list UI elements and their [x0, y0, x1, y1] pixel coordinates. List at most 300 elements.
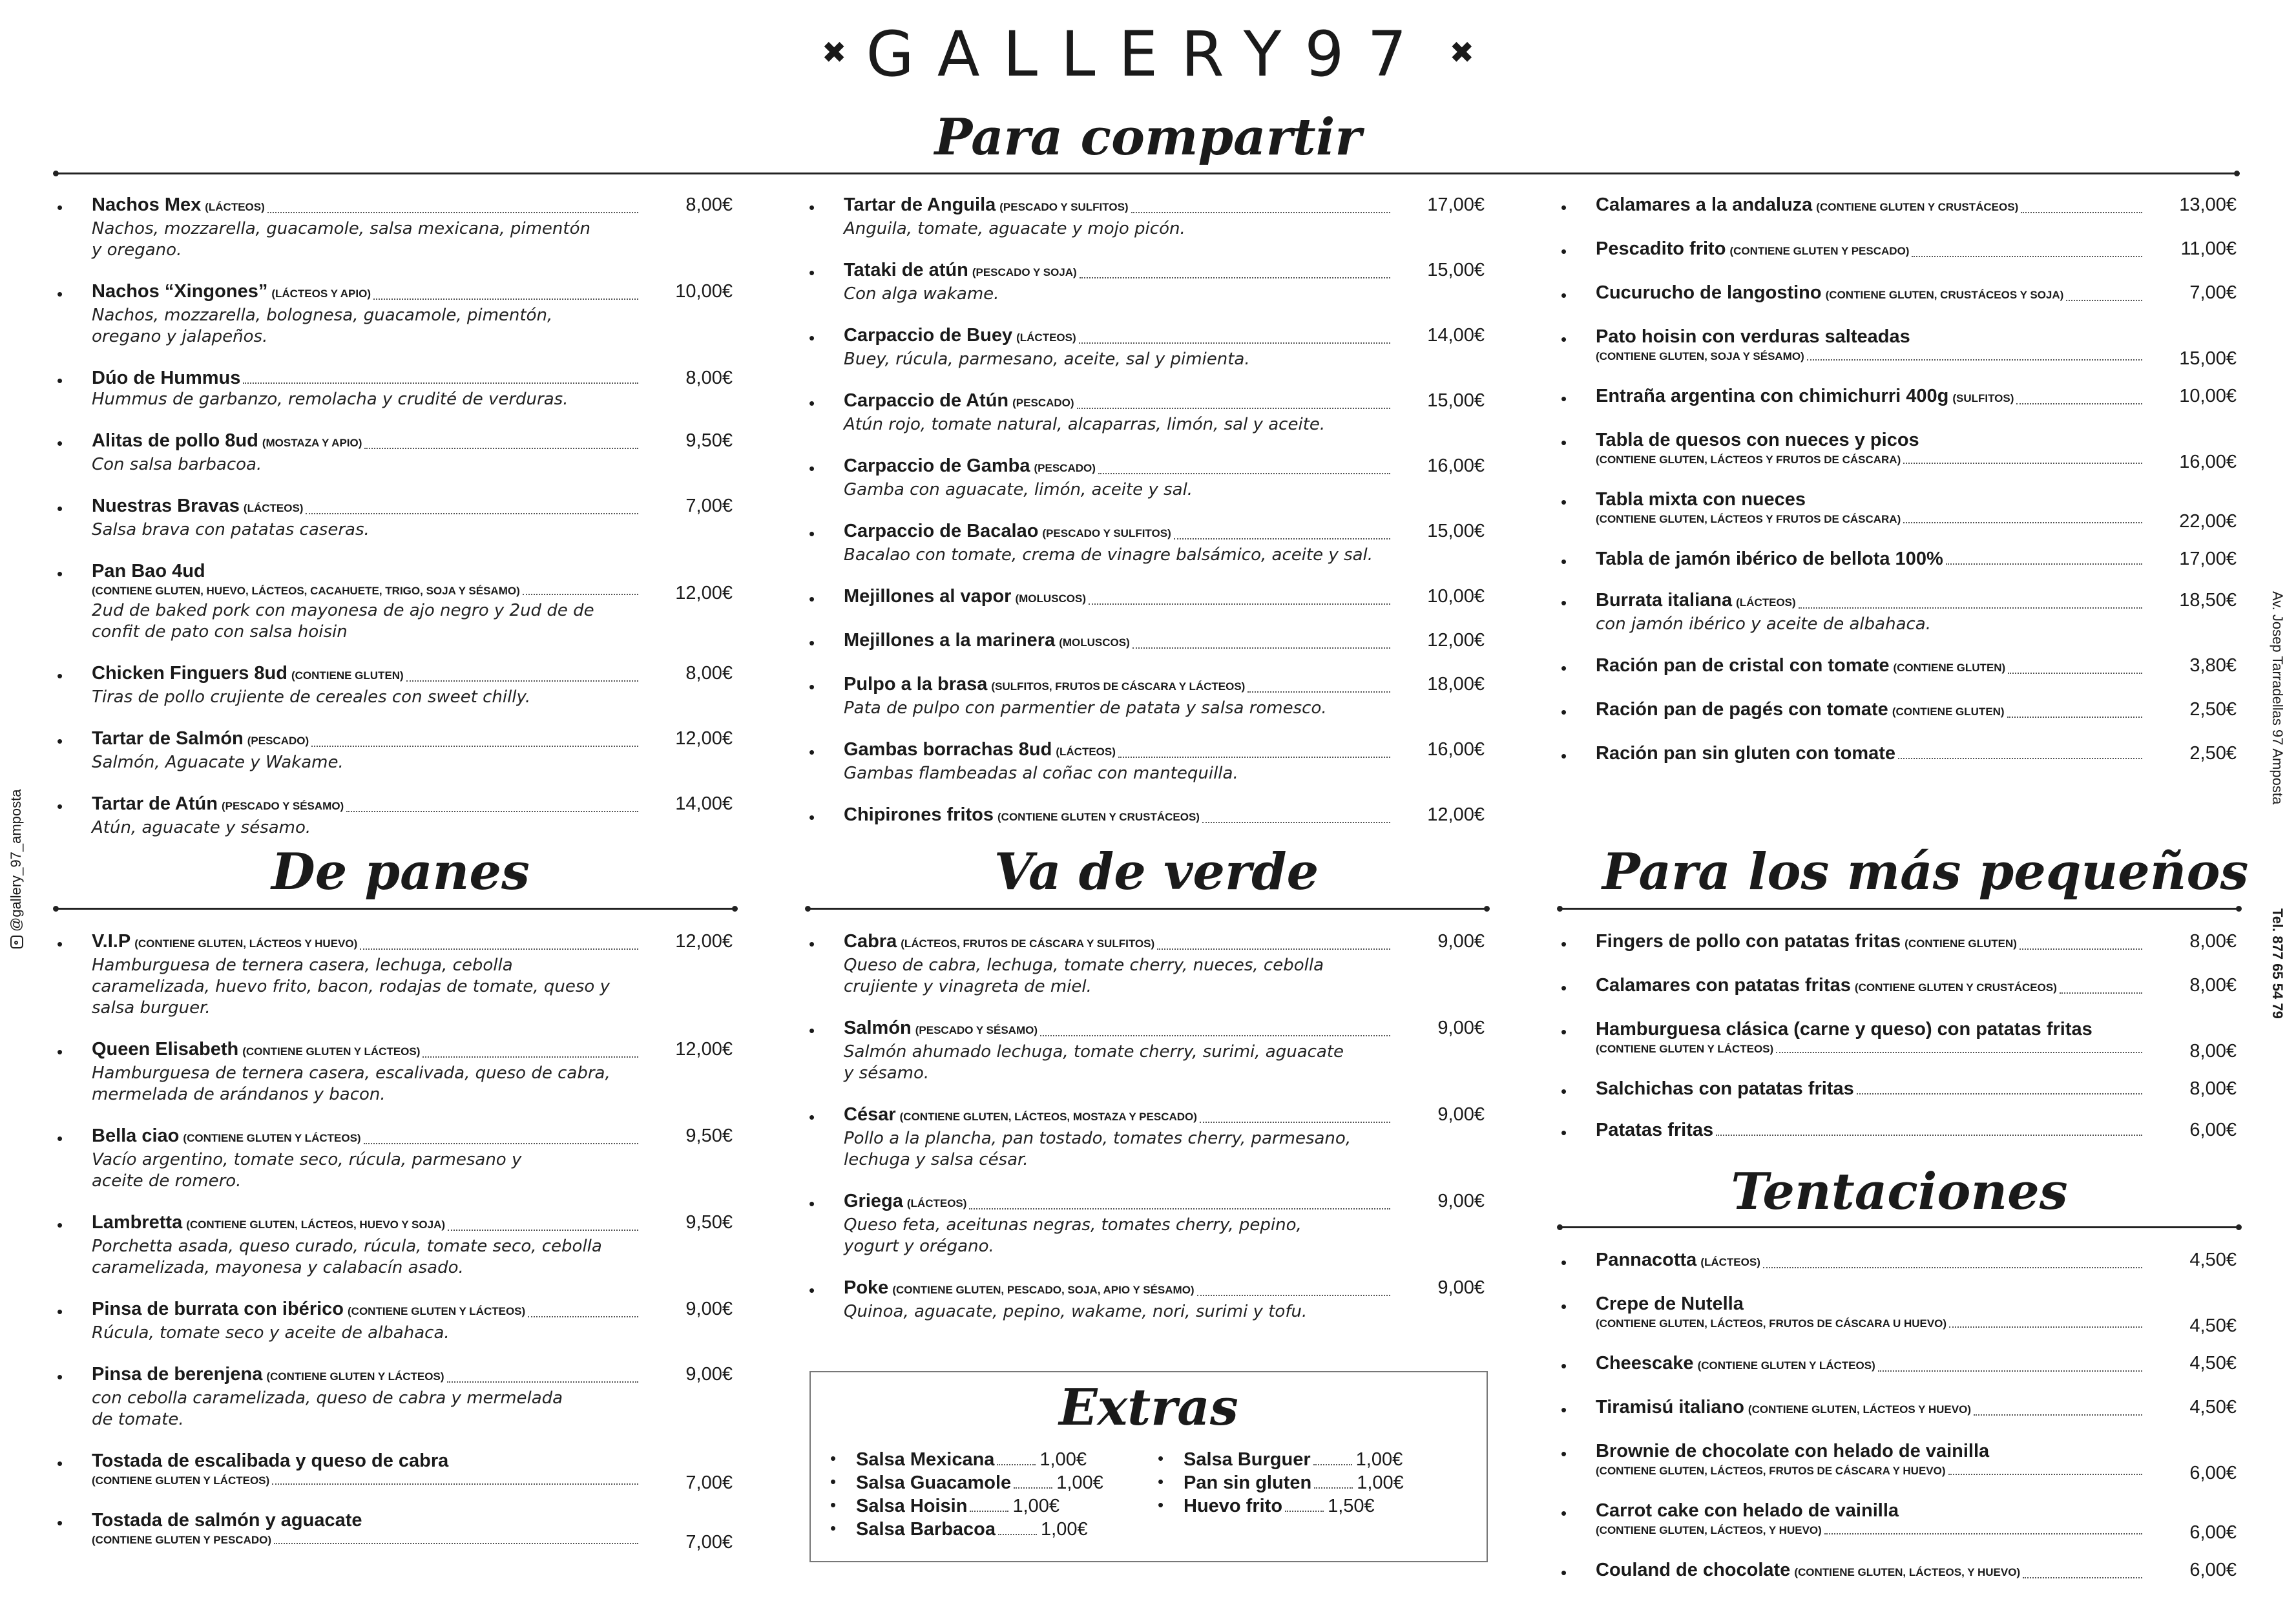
menu-item-description: Hummus de garbanzo, remolacha y crudité de verduras.: [92, 390, 569, 409]
menu-item-description: Nachos, mozzarella, bolognesa, guacamole, pimentón,: [92, 306, 553, 325]
menu-item-title: Crepe de Nutella: [1596, 1293, 1744, 1314]
menu-section-para-los-mas-pequenos: [1560, 930, 2237, 1160]
menu-item-price: 15,00€: [2179, 348, 2237, 369]
allergen-info: (CONTIENE GLUTEN Y LÁCTEOS): [348, 1305, 526, 1317]
allergen-info: (CONTIENE GLUTEN): [1893, 662, 2006, 674]
extra-item-name: Salsa Barbacoa: [856, 1519, 996, 1540]
menu-item-description: Vacío argentino, tomate seco, rúcula, parmesano y: [92, 1150, 522, 1169]
menu-item-price: 6,00€: [2189, 1560, 2237, 1580]
menu-item-name: [92, 1298, 525, 1323]
star-icon: ✖: [821, 34, 847, 70]
menu-item-title: Bella ciao: [92, 1126, 180, 1146]
menu-item-name: [844, 1017, 1038, 1042]
dot-leader: [1040, 1035, 1390, 1036]
menu-item: [808, 1277, 1485, 1323]
divider: [808, 908, 1487, 910]
menu-item: [808, 629, 1485, 654]
menu-item-name: [92, 1038, 420, 1063]
menu-item: [1560, 1119, 2237, 1141]
bullet-icon: •: [809, 263, 815, 282]
menu-item-name: [1596, 654, 2005, 679]
extra-item-name: Pan sin gluten: [1184, 1472, 1312, 1493]
menu-item-title: Carrot cake con helado de vainilla: [1596, 1500, 1899, 1521]
menu-item-price: 12,00€: [675, 1039, 733, 1060]
bullet-icon: •: [809, 934, 815, 954]
bullet-icon: •: [1561, 330, 1567, 349]
menu-item-description: confit de pato con salsa hoisin: [92, 622, 348, 642]
menu-item: [808, 520, 1485, 566]
bullet-icon: •: [1561, 658, 1567, 678]
menu-item-price: 2,50€: [2189, 743, 2237, 764]
dot-leader: [2066, 300, 2142, 301]
bullet-icon: •: [830, 1472, 837, 1491]
allergen-info: (CONTIENE GLUTEN, SOJA Y SÉSAMO): [1596, 350, 1804, 362]
bullet-icon: •: [1561, 1503, 1567, 1523]
menu-item-price: 15,00€: [1427, 260, 1485, 280]
bullet-icon: •: [830, 1518, 837, 1538]
menu-item-name: [1596, 488, 1806, 510]
bullet-icon: •: [1561, 1022, 1567, 1042]
dot-leader: [1799, 607, 2142, 609]
dot-leader: [272, 1483, 638, 1485]
menu-item-price: 6,00€: [2189, 1120, 2237, 1140]
menu-item: [1560, 1249, 2237, 1273]
menu-item-price: 10,00€: [2179, 386, 2237, 406]
menu-item-price: 10,00€: [675, 281, 733, 302]
menu-item-title: Hamburguesa clásica (carne y queso) con patatas fritas: [1596, 1019, 2092, 1040]
address-text: Av. Josep Tarradellas 97 Amposta: [2270, 591, 2286, 805]
menu-item-price: 15,00€: [1427, 521, 1485, 541]
menu-item: [56, 1450, 733, 1493]
divider: [56, 173, 2237, 174]
menu-item: [1560, 1352, 2237, 1377]
menu-item-title: Salchichas con patatas fritas: [1596, 1078, 1854, 1099]
menu-item-price: 9,00€: [685, 1364, 733, 1385]
allergen-info: (PESCADO Y SOJA): [972, 266, 1077, 278]
menu-item-name: [1596, 194, 2018, 218]
bullet-icon: •: [57, 198, 63, 217]
dot-leader: [1200, 1122, 1390, 1123]
bullet-icon: •: [809, 633, 815, 653]
bullet-icon: •: [57, 1454, 63, 1473]
menu-item-title: Pulpo a la brasa: [844, 674, 988, 695]
extra-item: [1151, 1472, 1442, 1494]
menu-section-tentaciones: [1560, 1249, 2237, 1603]
dot-leader: [1077, 408, 1390, 409]
menu-item-title: Patatas fritas: [1596, 1120, 1714, 1140]
dot-leader: [364, 1143, 638, 1144]
bullet-icon: •: [1561, 552, 1567, 571]
menu-item-description: oregano y jalapeños.: [92, 327, 268, 346]
menu-item-description: con jamón ibérico y aceite de albahaca.: [1596, 614, 1931, 634]
menu-item-name: [92, 1450, 448, 1472]
menu-item-name: [844, 673, 1245, 698]
heading-para-los-mas-pequenos: Para los más pequeños: [1602, 843, 2249, 901]
menu-item-title: Mejillones al vapor: [844, 586, 1012, 607]
menu-item: [1560, 238, 2237, 262]
phone-number: Tel. 877 65 54 79: [2270, 908, 2286, 1019]
bullet-icon: •: [1561, 492, 1567, 512]
menu-item-description: y oregano.: [92, 240, 182, 260]
bullet-icon: •: [809, 742, 815, 762]
dot-leader: [2008, 673, 2142, 674]
menu-item-name: [92, 560, 205, 582]
menu-item-name: [1596, 429, 1919, 451]
dot-leader: [1898, 758, 2142, 759]
menu-item-price: 18,00€: [1427, 674, 1485, 695]
extra-item-price: 1,00€: [1056, 1472, 1103, 1493]
dot-leader: [1946, 563, 2142, 565]
allergen-info: (PESCADO): [247, 735, 309, 747]
bullet-icon: •: [809, 328, 815, 348]
extra-item-name: Salsa Hoisin: [856, 1496, 968, 1516]
menu-item-description: Gamba con aguacate, limón, aceite y sal.: [844, 480, 1193, 499]
menu-item-description: Nachos, mozzarella, guacamole, salsa mexicana, pimentón: [92, 219, 590, 238]
menu-item-name: [844, 1190, 966, 1215]
instagram-icon: [10, 936, 23, 948]
allergen-info: (CONTIENE GLUTEN Y CRUSTÁCEOS): [997, 811, 1200, 823]
allergen-info: (SULFITOS): [1952, 392, 2014, 404]
menu-item-name: [92, 367, 240, 389]
dot-leader: [2007, 717, 2142, 718]
dot-leader: [523, 594, 638, 595]
bullet-icon: •: [1158, 1472, 1164, 1491]
allergen-info: (CONTIENE GLUTEN, LÁCTEOS, Y HUEVO): [1794, 1566, 2021, 1578]
menu-item-name: [92, 728, 309, 752]
menu-item-price: 9,00€: [685, 1299, 733, 1319]
menu-item-description: Pata de pulpo con parmentier de patata y salsa romesco.: [844, 698, 1327, 718]
bullet-icon: •: [57, 1215, 63, 1235]
menu-item-name: [1596, 1078, 1854, 1100]
menu-item: [1560, 385, 2237, 410]
menu-item-name: [1596, 1119, 1713, 1141]
menu-item: [1560, 1500, 2237, 1543]
menu-item-title: Nachos “Xingones”: [92, 281, 268, 302]
bullet-icon: •: [830, 1449, 837, 1468]
extra-item-name: Salsa Guacamole: [856, 1472, 1012, 1493]
heading-tentaciones: Tentaciones: [1731, 1162, 2068, 1221]
dot-leader: [1949, 1326, 2142, 1328]
menu-item-name: [1596, 589, 1796, 614]
menu-item-price: 12,00€: [675, 931, 733, 952]
menu-item-name: [1596, 742, 1895, 764]
menu-item-name: [844, 930, 1154, 955]
allergen-info: (CONTIENE GLUTEN, LÁCTEOS Y FRUTOS DE CÁSCARA): [1596, 454, 1901, 466]
menu-item: [1560, 1440, 2237, 1483]
menu-item-description: caramelizada, huevo frito, bacon, rodajas de tomate, queso y: [92, 977, 610, 996]
extra-item-price: 1,00€: [1012, 1496, 1060, 1516]
menu-item-name: [1596, 1249, 1760, 1273]
menu-item-description: Atún, aguacate y sésamo.: [92, 818, 311, 837]
menu-item: [808, 738, 1485, 784]
allergen-info: (CONTIENE GLUTEN, LÁCTEOS Y HUEVO): [134, 937, 358, 950]
menu-item-description: Buey, rúcula, parmesano, aceite, sal y pimienta.: [844, 350, 1250, 369]
menu-item-description: aceite de romero.: [92, 1171, 242, 1191]
menu-item-name: [1596, 1396, 1971, 1421]
menu-item-price: 14,00€: [675, 793, 733, 814]
menu-item: [56, 930, 733, 1019]
dot-leader: [970, 1511, 1008, 1512]
menu-item-title: César: [844, 1104, 896, 1125]
dot-leader: [267, 212, 638, 213]
menu-item-price: 12,00€: [1427, 630, 1485, 651]
menu-item-title: Lambretta: [92, 1212, 183, 1233]
bullet-icon: •: [57, 666, 63, 686]
allergen-info: (CONTIENE GLUTEN): [291, 669, 404, 682]
menu-item: [56, 728, 733, 773]
menu-item-description: caramelizada, mayonesa y calabacín asado.: [92, 1258, 464, 1277]
menu-item-name: [844, 738, 1116, 763]
menu-item-name: [1596, 930, 2017, 955]
menu-item-price: 9,00€: [1437, 1191, 1485, 1211]
menu-item-title: V.I.P: [92, 931, 131, 952]
menu-item-title: Calamares a la andaluza: [1596, 194, 1813, 215]
heading-de-panes: De panes: [271, 843, 530, 901]
bullet-icon: •: [1561, 286, 1567, 305]
dot-leader: [997, 1464, 1036, 1465]
allergen-info: (CONTIENE GLUTEN, HUEVO, LÁCTEOS, CACAHUETE, TRIGO, SOJA Y SÉSAMO): [92, 585, 520, 597]
menu-section-para-compartir-col1: [56, 194, 733, 858]
bullet-icon: •: [1561, 1123, 1567, 1142]
menu-item: [1560, 654, 2237, 679]
dot-leader: [1763, 1267, 2142, 1268]
menu-item-price: 12,00€: [675, 583, 733, 603]
menu-item-title: Salmón: [844, 1018, 912, 1038]
menu-item-name: [844, 804, 1200, 828]
menu-item-title: Pan Bao 4ud: [92, 561, 205, 581]
bullet-icon: •: [57, 371, 63, 390]
extras-list-right: [1151, 1449, 1442, 1518]
menu-item-price: 8,00€: [685, 663, 733, 684]
extra-item: [824, 1449, 1114, 1471]
bullet-icon: •: [57, 1042, 63, 1062]
menu-item-price: 6,00€: [2189, 1522, 2237, 1543]
bullet-icon: •: [57, 934, 63, 954]
menu-item-price: 11,00€: [2180, 238, 2237, 259]
allergen-info: (CONTIENE GLUTEN): [1905, 937, 2017, 950]
bullet-icon: •: [57, 1513, 63, 1533]
dot-leader: [373, 298, 638, 300]
menu-item-description: yogurt y orégano.: [844, 1237, 994, 1256]
menu-item-name: [1596, 1440, 1989, 1462]
menu-item-title: Tiramisú italiano: [1596, 1397, 1744, 1418]
menu-item-description: 2ud de baked pork con mayonesa de ajo negro y 2ud de de: [92, 601, 594, 620]
extra-item: [824, 1495, 1114, 1517]
menu-item: [808, 673, 1485, 719]
menu-item-name: [844, 390, 1074, 414]
allergen-info: (LÁCTEOS): [205, 201, 265, 213]
menu-item-description: Bacalao con tomate, crema de vinagre balsámico, aceite y sal.: [844, 545, 1373, 565]
menu-item: [808, 1017, 1485, 1084]
dot-leader: [364, 448, 638, 449]
menu-item-price: 7,00€: [685, 1532, 733, 1553]
instagram-handle: [8, 790, 25, 948]
menu-item: [56, 430, 733, 476]
menu-item: [56, 280, 733, 348]
menu-item-name: [1596, 1293, 1744, 1315]
menu-item-title: Cucurucho de langostino: [1596, 282, 1822, 303]
menu-item-price: 16,00€: [1427, 455, 1485, 476]
star-icon: ✖: [1449, 34, 1475, 70]
menu-item-description: Hamburguesa de ternera casera, lechuga, cebolla: [92, 956, 513, 975]
menu-item-price: 8,00€: [685, 194, 733, 215]
menu-item-title: Poke: [844, 1277, 889, 1298]
bullet-icon: •: [57, 434, 63, 453]
menu-item-description: Con alga wakame.: [844, 284, 999, 304]
allergen-info: (LÁCTEOS): [243, 502, 304, 514]
instagram-text: @gallery_97_amposta: [8, 789, 24, 932]
menu-item-title: Chicken Finguers 8ud: [92, 663, 287, 684]
brand-name: GALLERY97: [866, 18, 1430, 90]
bullet-icon: •: [809, 459, 815, 478]
allergen-info: (CONTIENE GLUTEN Y CRUSTÁCEOS): [1854, 981, 2057, 994]
dot-leader: [1314, 1487, 1353, 1489]
extra-item-price: 1,00€: [1039, 1449, 1087, 1470]
menu-item-price: 7,00€: [685, 496, 733, 516]
menu-item: [808, 455, 1485, 501]
menu-item-title: Pinsa de burrata con ibérico: [92, 1299, 344, 1319]
dot-leader: [1824, 1533, 2142, 1534]
menu-item-name: [1596, 1559, 2020, 1584]
dot-leader: [1948, 1474, 2142, 1475]
heading-para-compartir: Para compartir: [934, 108, 1362, 167]
menu-item: [1560, 1078, 2237, 1100]
bullet-icon: •: [57, 731, 63, 751]
menu-item-description: salsa burguer.: [92, 998, 211, 1018]
menu-item: [1560, 194, 2237, 218]
menu-item-price: 4,50€: [2189, 1353, 2237, 1374]
bullet-icon: •: [1561, 1082, 1567, 1101]
menu-item-price: 13,00€: [2179, 194, 2237, 215]
extra-item-price: 1,50€: [1328, 1496, 1375, 1516]
menu-item-price: 7,00€: [685, 1472, 733, 1493]
allergen-info: (CONTIENE GLUTEN Y CRUSTÁCEOS): [1816, 201, 2019, 213]
allergen-info: (CONTIENE GLUTEN, PESCADO, SOJA, APIO Y SÉSAMO): [892, 1284, 1195, 1296]
extra-item-name: Salsa Burguer: [1184, 1449, 1311, 1470]
menu-item-title: Tataki de atún: [844, 260, 968, 280]
menu-item-name: [92, 1363, 444, 1388]
menu-item-title: Queen Elisabeth: [92, 1039, 239, 1060]
allergen-info: (LÁCTEOS): [1016, 331, 1076, 344]
menu-item-title: Tartar de Anguila: [844, 194, 996, 215]
bullet-icon: •: [1561, 1400, 1567, 1419]
dot-leader: [1285, 1511, 1324, 1512]
bullet-icon: •: [1561, 1356, 1567, 1376]
dot-leader: [360, 948, 638, 950]
allergen-info: (LÁCTEOS): [1736, 596, 1796, 609]
dot-leader: [1974, 1414, 2142, 1416]
extra-item-name: Huevo frito: [1184, 1496, 1283, 1516]
menu-item-description: Pollo a la plancha, pan tostado, tomates cherry, parmesano,: [844, 1129, 1352, 1148]
menu-item-name: [1596, 1352, 1875, 1377]
menu-item: [56, 495, 733, 541]
dot-leader: [969, 1208, 1390, 1209]
menu-item-name: [92, 280, 371, 305]
menu-item: [56, 1038, 733, 1105]
bullet-icon: •: [1561, 389, 1567, 408]
bullet-icon: •: [809, 393, 815, 413]
allergen-info: (CONTIENE GLUTEN Y LÁCTEOS): [242, 1045, 421, 1058]
bullet-icon: •: [1561, 593, 1567, 613]
dot-leader: [1131, 212, 1390, 213]
menu-item-name: [844, 1104, 1197, 1128]
bullet-icon: •: [57, 499, 63, 518]
menu-item-description: Salsa brava con patatas caseras.: [92, 520, 370, 539]
menu-item: [56, 793, 733, 839]
menu-item-description: Salmón, Aguacate y Wakame.: [92, 753, 344, 772]
menu-item-price: 4,50€: [2189, 1250, 2237, 1270]
bullet-icon: •: [1561, 242, 1567, 261]
divider: [56, 908, 735, 910]
allergen-info: (CONTIENE GLUTEN Y PESCADO): [92, 1534, 272, 1546]
menu-item-name: [844, 455, 1096, 479]
menu-item: [1560, 930, 2237, 955]
dot-leader: [1174, 538, 1390, 539]
menu-item: [1560, 1396, 2237, 1421]
allergen-info: (PESCADO Y SULFITOS): [999, 201, 1129, 213]
dot-leader: [1118, 757, 1390, 758]
menu-item-title: Chipirones fritos: [844, 804, 994, 825]
menu-item: [808, 259, 1485, 305]
bullet-icon: •: [809, 1021, 815, 1040]
extra-item: [1151, 1495, 1442, 1517]
menu-item-price: 12,00€: [675, 728, 733, 749]
menu-item: [56, 560, 733, 643]
menu-item-description: Atún rojo, tomate natural, alcaparras, limón, sal y aceite.: [844, 415, 1326, 434]
dot-leader: [1878, 1370, 2142, 1372]
menu-item: [1560, 742, 2237, 764]
bullet-icon: •: [57, 1302, 63, 1321]
menu-item-title: Brownie de chocolate con helado de vainilla: [1596, 1441, 1990, 1461]
menu-item-description: lechuga y salsa césar.: [844, 1150, 1028, 1169]
bullet-icon: •: [1561, 1563, 1567, 1582]
menu-item-price: 17,00€: [1427, 194, 1485, 215]
menu-item: [808, 390, 1485, 435]
menu-item-price: 9,50€: [685, 430, 733, 451]
dot-leader: [1912, 256, 2142, 257]
menu-item-description: Salmón ahumado lechuga, tomate cherry, surimi, aguacate: [844, 1042, 1344, 1062]
menu-item-name: [844, 585, 1086, 610]
menu-item-name: [1596, 548, 1943, 570]
menu-item-description: Quinoa, aguacate, pepino, wakame, nori, surimi y tofu.: [844, 1302, 1308, 1321]
allergen-info: (CONTIENE GLUTEN, LÁCTEOS Y FRUTOS DE CÁSCARA): [1596, 513, 1901, 525]
menu-item: [1560, 429, 2237, 472]
menu-item: [808, 585, 1485, 610]
menu-item-price: 4,50€: [2189, 1315, 2237, 1336]
menu-item-description: Con salsa barbacoa.: [92, 455, 262, 474]
allergen-info: (CONTIENE GLUTEN Y PESCADO): [1729, 245, 1910, 257]
bullet-icon: •: [1561, 1253, 1567, 1272]
bullet-icon: •: [1561, 433, 1567, 452]
bullet-icon: •: [57, 284, 63, 304]
menu-item: [1560, 974, 2237, 999]
dot-leader: [274, 1543, 638, 1544]
menu-section-para-compartir-col3: [1560, 194, 2237, 784]
menu-item-title: Carpaccio de Bacalao: [844, 521, 1039, 541]
menu-item: [1560, 488, 2237, 532]
menu-item: [808, 1104, 1485, 1171]
menu-item-name: [844, 324, 1076, 349]
menu-item-title: Tartar de Salmón: [92, 728, 244, 749]
menu-item-name: [92, 662, 404, 687]
menu-item-price: 9,50€: [685, 1212, 733, 1233]
bullet-icon: •: [809, 808, 815, 827]
menu-item-title: Dúo de Hummus: [92, 368, 241, 388]
allergen-info: (CONTIENE GLUTEN, LÁCTEOS, FRUTOS DE CÁSCARA U HUEVO): [1596, 1317, 1947, 1330]
menu-item: [1560, 589, 2237, 635]
menu-item-description: y sésamo.: [844, 1063, 930, 1083]
menu-item-title: Carpaccio de Buey: [844, 325, 1013, 346]
